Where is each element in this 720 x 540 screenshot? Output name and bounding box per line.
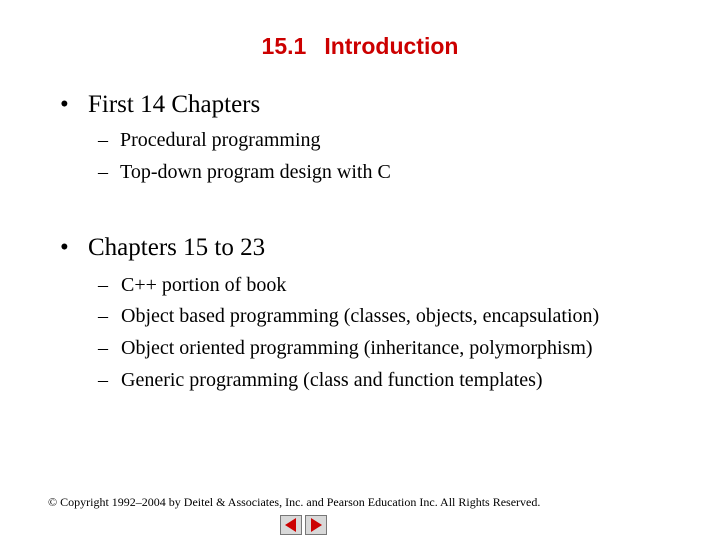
sub-item-text: Object based programming (classes, objects, encapsulation): [121, 305, 600, 327]
sub-item: [98, 364, 543, 396]
dash-glyph: –: [98, 161, 108, 183]
sub-item-text: Generic programming (class and function templates): [121, 369, 543, 391]
sub-item: [98, 124, 321, 156]
right-arrow-icon: [306, 516, 326, 534]
title-number: 15.1: [261, 33, 307, 59]
left-arrow-icon: [281, 516, 301, 534]
previous-slide-button[interactable]: [280, 515, 302, 535]
next-slide-button[interactable]: [305, 515, 327, 535]
sub-item-text: C++ portion of book: [121, 274, 287, 296]
sub-item-text: Object oriented programming (inheritance, polymorphism): [121, 337, 593, 359]
bullet-item: [60, 233, 265, 263]
bullet-glyph: •: [60, 91, 69, 118]
sub-item: [98, 269, 286, 301]
sub-item: [98, 156, 391, 188]
copyright-footer: © Copyright 1992–2004 by Deitel & Associates, Inc. and Pearson Education Inc. All Rights Reserved.: [48, 495, 541, 509]
dash-glyph: –: [98, 274, 108, 296]
dash-glyph: –: [98, 129, 108, 151]
bullet-text: Chapters 15 to 23: [88, 234, 266, 261]
dash-glyph: –: [98, 369, 108, 391]
sub-item-text: Top-down program design with C: [120, 161, 391, 183]
dash-glyph: –: [98, 337, 108, 359]
bullet-item: [60, 90, 260, 120]
slide-title: [0, 33, 720, 60]
sub-item-text: Procedural programming: [120, 129, 321, 151]
title-text: Introduction: [324, 33, 459, 59]
sub-item: [98, 332, 593, 364]
dash-glyph: –: [98, 305, 108, 327]
bullet-glyph: •: [60, 234, 69, 261]
sub-item: [98, 300, 599, 332]
bullet-text: First 14 Chapters: [88, 91, 261, 118]
